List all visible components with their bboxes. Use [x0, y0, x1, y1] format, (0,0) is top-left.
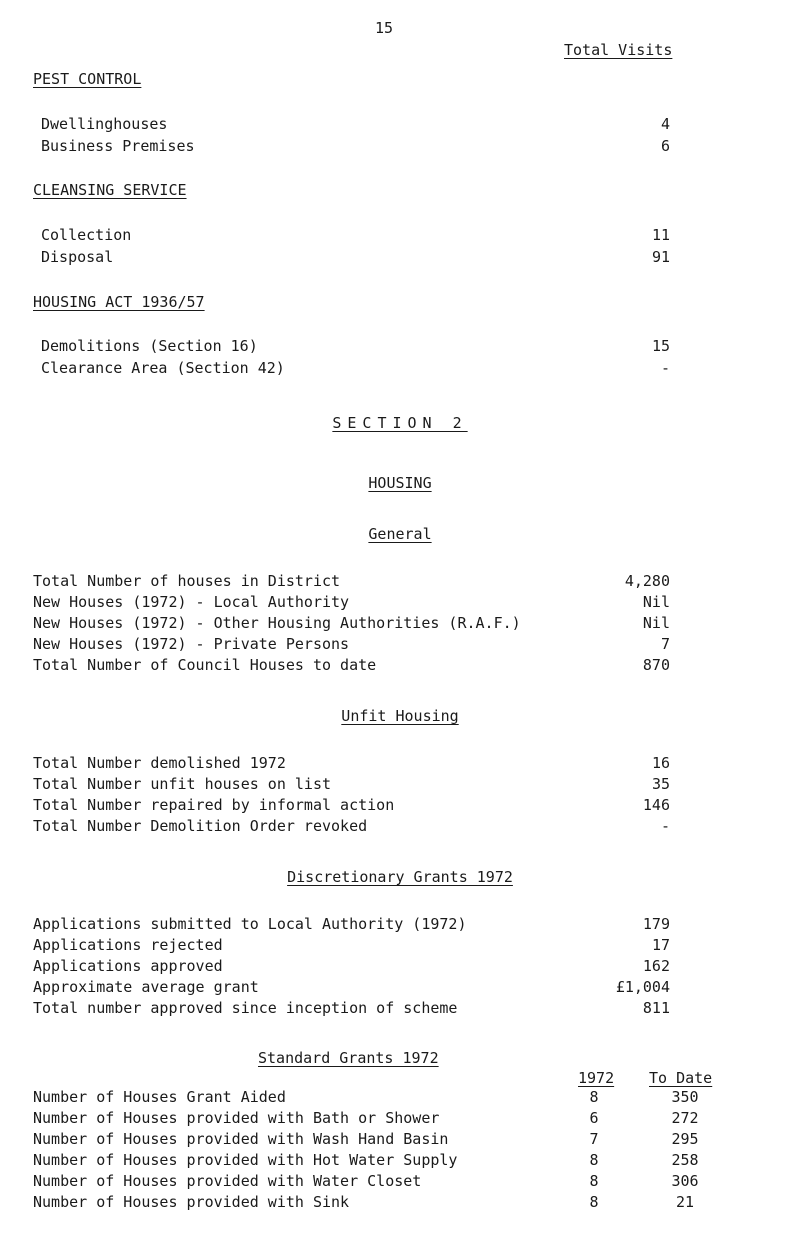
row-label: Applications approved — [33, 957, 223, 975]
table-row — [0, 774, 800, 795]
table-row — [0, 613, 800, 634]
row-label: Clearance Area (Section 42) — [41, 359, 285, 377]
table-row — [0, 358, 800, 379]
row-value: 7 — [660, 635, 670, 653]
row-label: Applications submitted to Local Authority (1972) — [33, 915, 467, 933]
col-header-to-date: To Date — [649, 1069, 713, 1087]
row-label: Total Number of Council Houses to date — [33, 656, 377, 674]
row-value: 16 — [651, 754, 670, 772]
row-label: New Houses (1972) - Local Authority — [33, 593, 350, 611]
row-value: 811 — [642, 999, 670, 1017]
pest-control-heading: PEST CONTROL — [33, 70, 142, 88]
row-value: 6 — [660, 137, 670, 155]
table-row — [0, 977, 800, 998]
row-value-1972: 8 — [589, 1151, 599, 1169]
table-row — [0, 336, 800, 357]
row-value-to-date: 21 — [675, 1193, 695, 1211]
housing-act-heading: HOUSING ACT 1936/57 — [33, 293, 205, 311]
table-row — [0, 634, 800, 655]
row-label: Disposal — [41, 248, 114, 266]
row-label: Demolitions (Section 16) — [41, 337, 258, 355]
row-label: Dwellinghouses — [41, 115, 168, 133]
table-row — [0, 655, 800, 676]
table-row — [0, 114, 800, 135]
row-value: £1,004 — [615, 978, 670, 996]
row-value-to-date: 272 — [671, 1109, 699, 1127]
table-row — [0, 247, 800, 268]
row-value: 35 — [651, 775, 670, 793]
row-value-1972: 8 — [589, 1193, 599, 1211]
row-value: 11 — [651, 226, 670, 244]
row-value: 162 — [642, 957, 670, 975]
row-value: Nil — [642, 593, 670, 611]
standard-grants-heading: Standard Grants 1972 — [258, 1049, 439, 1067]
row-value: 4,280 — [624, 572, 670, 590]
table-row — [0, 571, 800, 592]
table-row — [0, 592, 800, 613]
row-label: Number of Houses Grant Aided — [33, 1088, 286, 1106]
table-row — [0, 1108, 800, 1129]
table-row — [0, 795, 800, 816]
housing-heading: HOUSING — [368, 474, 432, 492]
table-row — [0, 998, 800, 1019]
table-row — [0, 956, 800, 977]
row-value: 4 — [660, 115, 670, 133]
row-label: Approximate average grant — [33, 978, 259, 996]
table-row — [0, 1171, 800, 1192]
row-value-1972: 8 — [589, 1172, 599, 1190]
page-number: 15 — [375, 19, 394, 37]
row-label: Number of Houses provided with Bath or Shower — [33, 1109, 440, 1127]
row-label: Number of Houses provided with Wash Hand Basin — [33, 1130, 449, 1148]
row-value-1972: 7 — [589, 1130, 599, 1148]
cleansing-service-heading: CLEANSING SERVICE — [33, 181, 187, 199]
table-row — [0, 1087, 800, 1108]
table-row — [0, 816, 800, 837]
row-value-to-date: 258 — [671, 1151, 699, 1169]
row-value: 17 — [651, 936, 670, 954]
row-value-1972: 8 — [589, 1088, 599, 1106]
table-row — [0, 753, 800, 774]
col-header-1972: 1972 — [578, 1069, 615, 1087]
row-label: New Houses (1972) - Other Housing Authorities (R.A.F.) — [33, 614, 521, 632]
table-row — [0, 225, 800, 246]
section-heading: SECTION 2 — [332, 414, 468, 432]
table-row — [0, 1129, 800, 1150]
row-label: Number of Houses provided with Water Closet — [33, 1172, 422, 1190]
row-label: Total Number Demolition Order revoked — [33, 817, 368, 835]
row-label: Total Number unfit houses on list — [33, 775, 332, 793]
row-value-to-date: 295 — [671, 1130, 699, 1148]
total-visits-header: Total Visits — [564, 41, 673, 59]
row-label: Total Number of houses in District — [33, 572, 341, 590]
unfit-housing-heading: Unfit Housing — [341, 707, 459, 725]
row-label: Number of Houses provided with Sink — [33, 1193, 350, 1211]
row-label: New Houses (1972) - Private Persons — [33, 635, 350, 653]
row-value: 91 — [651, 248, 670, 266]
row-value: 146 — [642, 796, 670, 814]
table-row — [0, 1192, 800, 1213]
row-label: Total number approved since inception of scheme — [33, 999, 458, 1017]
row-value: Nil — [642, 614, 670, 632]
row-label: Total Number demolished 1972 — [33, 754, 286, 772]
row-value-1972: 6 — [589, 1109, 599, 1127]
row-label: Number of Houses provided with Hot Water Supply — [33, 1151, 458, 1169]
row-value: 15 — [651, 337, 670, 355]
row-label: Collection — [41, 226, 132, 244]
discretionary-grants-heading: Discretionary Grants 1972 — [287, 868, 513, 886]
row-value-to-date: 350 — [671, 1088, 699, 1106]
row-label: Total Number repaired by informal action — [33, 796, 395, 814]
table-row — [0, 1150, 800, 1171]
row-value-to-date: 306 — [671, 1172, 699, 1190]
row-value: 870 — [642, 656, 670, 674]
table-row — [0, 136, 800, 157]
row-label: Applications rejected — [33, 936, 223, 954]
general-heading: General — [368, 525, 432, 543]
row-value: - — [660, 817, 670, 835]
row-value: 179 — [642, 915, 670, 933]
table-row — [0, 914, 800, 935]
row-label: Business Premises — [41, 137, 195, 155]
row-value: - — [660, 359, 670, 377]
table-row — [0, 935, 800, 956]
